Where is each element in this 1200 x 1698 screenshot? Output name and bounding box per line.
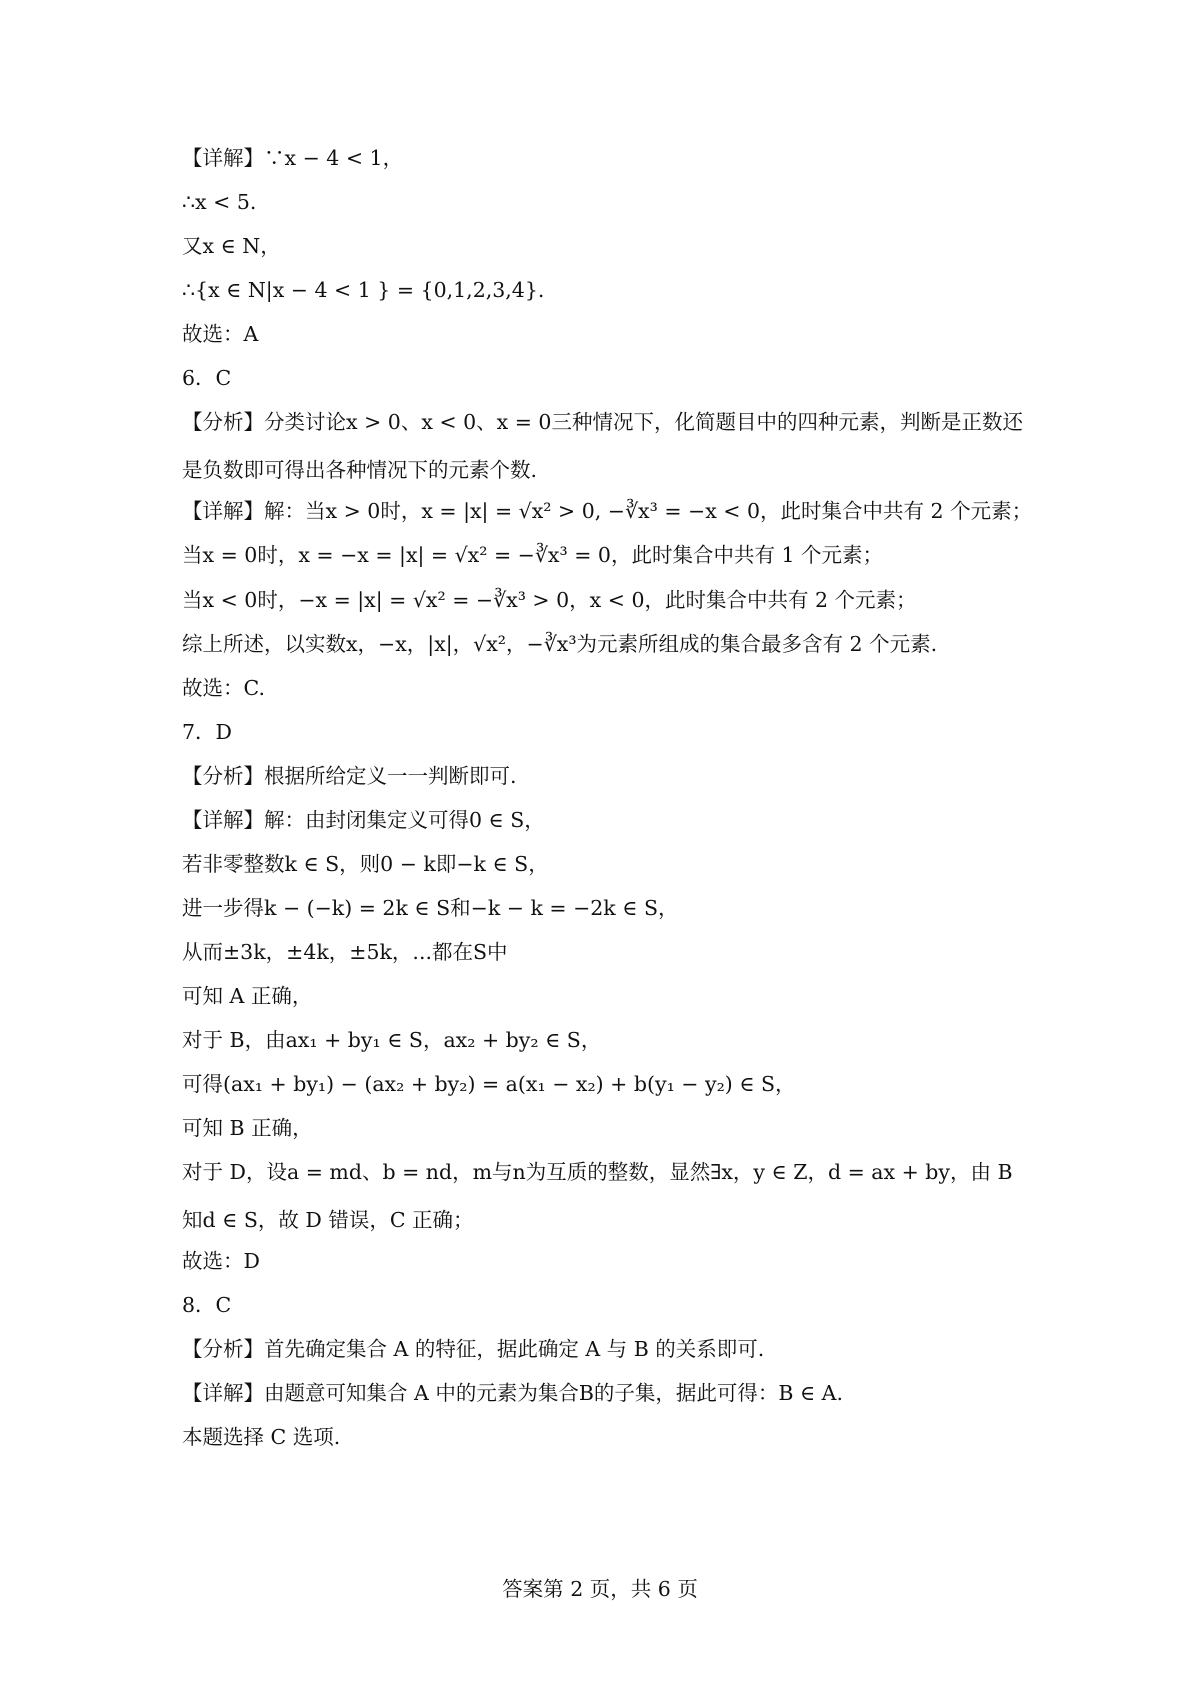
text-line: 【分析】根据所给定义一一判断即可. <box>182 764 517 788</box>
text-line: 故选：C. <box>182 676 265 700</box>
text-line: 可知 B 正确， <box>182 1116 313 1140</box>
text-line: 故选：D <box>182 1249 260 1273</box>
text-line: 本题选择 C 选项. <box>182 1425 341 1449</box>
text-line: 【详解】由题意可知集合 A 中的元素为集合B的子集，据此可得：B ∈ A. <box>182 1381 843 1405</box>
text-line: 故选：A <box>182 322 259 346</box>
text-line: ∴{x ∈ N|x − 4 < 1 } = {0,1,2,3,4}. <box>182 278 545 302</box>
text-line: ∴x < 5. <box>182 190 257 214</box>
text-line: 进一步得k − (−k) = 2k ∈ S和−k − k = −2k ∈ S， <box>182 896 679 920</box>
page-footer: 答案第 2 页，共 6 页 <box>502 1577 698 1601</box>
text-line: 从而±3k，±4k，±5k，...都在S中 <box>182 940 508 964</box>
question-number: 8．C <box>182 1293 232 1317</box>
question-number: 6．C <box>182 366 232 390</box>
question-number: 7．D <box>182 720 232 744</box>
text-line: 若非零整数k ∈ S，则0 − k即−k ∈ S， <box>182 852 549 876</box>
text-line: 当x = 0时，x = −x = |x| = √x² = −∛x³ = 0，此时集合中共有 1 个元素； <box>182 543 884 567</box>
text-line: 【详解】∵x − 4 < 1， <box>182 146 404 170</box>
text-line: 可得(ax₁ + by₁) − (ax₂ + by₂) = a(x₁ − x₂) + b(y₁ − y₂) ∈ S， <box>182 1072 796 1096</box>
text-paragraph: 【分析】分类讨论x > 0、x < 0、x = 0三种情况下，化简题目中的四种元素，判断是正数还是负数即可得出各种情况下的元素个数. <box>182 410 1023 482</box>
text-line: 【详解】解：当x > 0时，x = |x| = √x² > 0, −∛x³ = −x < 0，此时集合中共有 2 个元素； <box>182 499 1033 523</box>
text-line: 又x ∈ N， <box>182 234 281 258</box>
text-line: 当x < 0时，−x = |x| = √x² = −∛x³ > 0，x < 0，此时集合中共有 2 个元素； <box>182 588 917 612</box>
text-line: 综上所述，以实数x，−x，|x|，√x²，−∛x³为元素所组成的集合最多含有 2 个元素. <box>182 632 938 656</box>
text-line: 【详解】解：由封闭集定义可得0 ∈ S， <box>182 808 545 832</box>
text-line: 【分析】首先确定集合 A 的特征，据此确定 A 与 B 的关系即可. <box>182 1337 765 1361</box>
text-paragraph: 对于 D，设a = md、b = nd，m与n为互质的整数，显然∃x，y ∈ Z，d = ax + by，由 B 知d ∈ S，故 D 错误，C 正确； <box>182 1160 1013 1232</box>
text-line: 对于 B，由ax₁ + by₁ ∈ S，ax₂ + by₂ ∈ S， <box>182 1028 602 1052</box>
text-line: 可知 A 正确， <box>182 984 313 1008</box>
